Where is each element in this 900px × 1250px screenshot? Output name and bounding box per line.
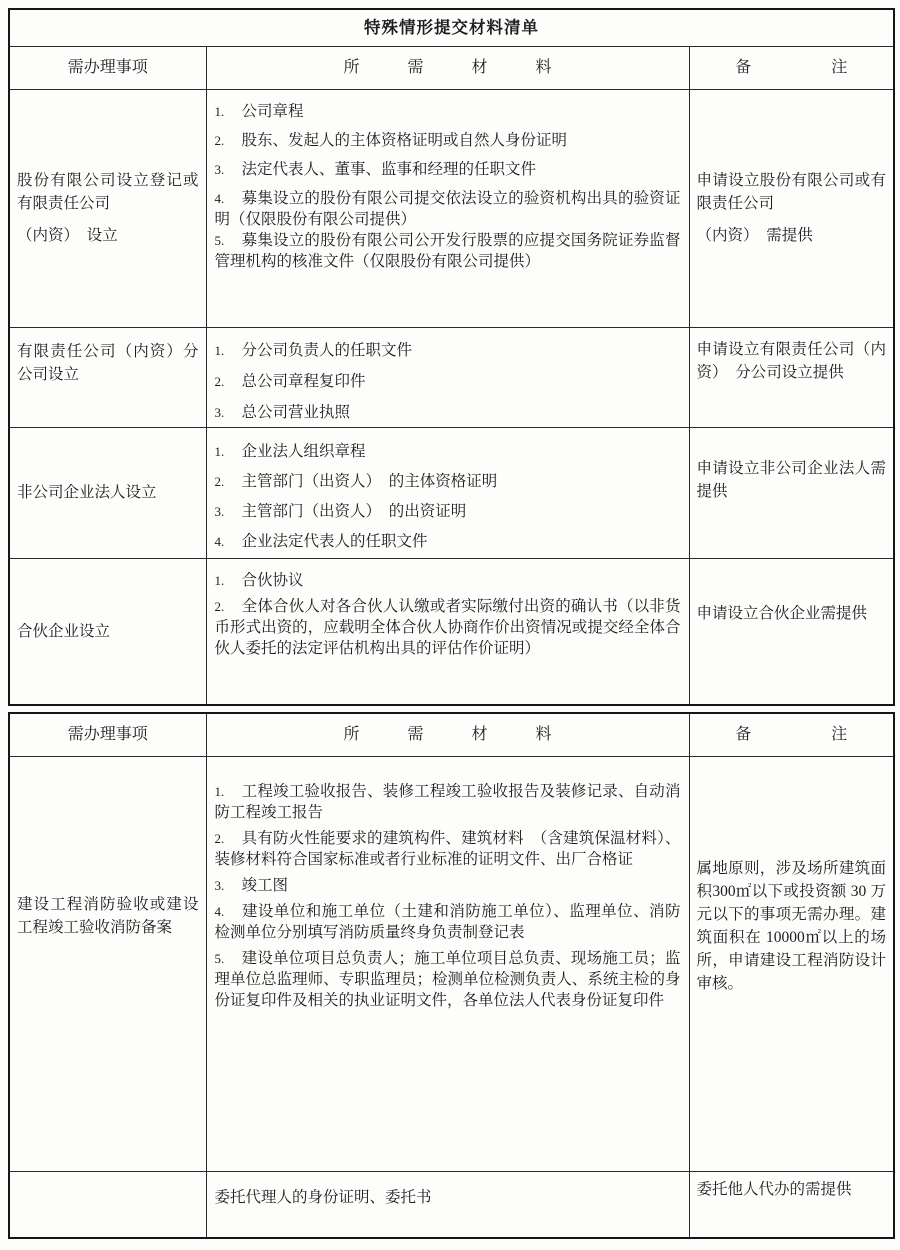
material-number: 3. [214, 877, 225, 893]
material-text: 总公司营业执照 [241, 403, 351, 421]
material-number: 5. [214, 232, 225, 248]
material-text: 企业法人组织章程 [241, 442, 366, 460]
material-item [215, 828, 681, 870]
material-text: 委托代理人的身份证明、委托书 [214, 1188, 432, 1206]
material-text: 主管部门（出资人） 的主体资格证明 [241, 472, 498, 490]
material-text: 具有防火性能要求的建筑构件、建筑材料 （含建筑保温材料）、装修材料符合国家标准或者行业标准的证明文件、出厂合格证 [214, 829, 681, 868]
column-header-item: 需办理事项 [9, 46, 206, 89]
table-row [9, 1171, 894, 1238]
item-text: 股份有限公司设立登记或有限责任公司 [17, 172, 199, 212]
material-number: 2. [214, 132, 225, 148]
material-item [215, 781, 681, 823]
item-text: 合伙企业设立 [17, 622, 111, 640]
material-number: 2. [214, 830, 225, 846]
cell-materials [206, 327, 689, 427]
cell-materials [206, 1171, 689, 1238]
material-text: 总公司章程复印件 [241, 372, 366, 390]
material-number: 1. [214, 342, 225, 358]
material-number: 1. [214, 572, 225, 588]
title-row [9, 9, 894, 46]
cell-note [689, 327, 894, 427]
table-row [9, 756, 894, 1171]
cell-item [9, 558, 206, 705]
material-number: 1. [214, 103, 225, 119]
cell-materials [206, 89, 689, 327]
table-row [9, 327, 894, 427]
material-text: 全体合伙人对各合伙人认缴或者实际缴付出资的确认书（以非货币形式出资的，应载明全体合伙人协商作价出资情况或提交经全体合伙人委托的法定评估机构出具的评估作价证明） [214, 597, 681, 657]
cell-item [9, 327, 206, 427]
material-item [215, 1187, 681, 1208]
note-text: 申请设立非公司企业法人需提供 [696, 459, 887, 500]
cell-materials [206, 558, 689, 705]
cell-item [9, 1171, 206, 1238]
table-row [9, 427, 894, 558]
material-number: 3. [214, 503, 225, 519]
material-number: 4. [214, 533, 225, 549]
item-text: 非公司企业法人设立 [17, 484, 157, 501]
material-number: 4. [214, 903, 225, 919]
item-text: 建设工程消防验收或建设工程竣工验收消防备案 [17, 895, 199, 936]
material-item [215, 159, 681, 180]
column-header-materials: 所 需 材 料 [206, 46, 689, 89]
material-number: 3. [214, 404, 225, 420]
material-text: 分公司负责人的任职文件 [241, 341, 413, 359]
material-item [215, 441, 681, 462]
material-text: 企业法定代表人的任职文件 [241, 532, 428, 550]
material-text: 公司章程 [241, 102, 304, 120]
cell-note [689, 89, 894, 327]
material-text: 工程竣工验收报告、装修工程竣工验收报告及装修记录、自动消防工程竣工报告 [214, 782, 681, 821]
cell-note [689, 1171, 894, 1238]
cell-item [9, 89, 206, 327]
material-text: 合伙协议 [241, 571, 304, 589]
column-header-note: 备 注 [689, 46, 894, 89]
cell-materials [206, 756, 689, 1171]
material-text: 募集设立的股份有限公司提交依法设立的验资机构出具的验资证明（仅限股份有限公司提供） [214, 189, 681, 228]
materials-table-2 [8, 712, 895, 1239]
header-row [9, 713, 894, 756]
material-number: 4. [214, 190, 225, 206]
material-text: 法定代表人、董事、监事和经理的任职文件 [241, 160, 537, 178]
material-text: 主管部门（出资人） 的出资证明 [241, 502, 467, 520]
column-header-note: 备 注 [689, 713, 894, 756]
material-item [215, 875, 681, 896]
material-item [215, 901, 681, 943]
cell-note [689, 427, 894, 558]
cell-materials [206, 427, 689, 558]
material-number: 1. [214, 783, 225, 799]
cell-note [689, 756, 894, 1171]
column-header-materials: 所 需 材 料 [206, 713, 689, 756]
note-text: 申请设立合伙企业需提供 [696, 604, 868, 622]
material-number: 2. [214, 473, 225, 489]
material-text: 建设单位和施工单位（土建和消防施工单位）、监理单位、消防检测单位分别填写消防质量终身负责制登记表 [214, 902, 681, 941]
material-item [215, 948, 681, 1011]
note-text: （内资） 需提供 [696, 227, 813, 244]
material-text: 建设单位项目总负责人；施工单位项目总负责、现场施工员；监理单位总监理师、专职监理员；检测单位检测负责人、系统主检的身份证复印件及相关的执业证明文件，各单位法人代表身份证复印件 [214, 949, 681, 1009]
material-item [215, 531, 681, 552]
cell-item [9, 756, 206, 1171]
note-text: 申请设立股份有限公司或有限责任公司 [696, 172, 887, 212]
cell-note [689, 558, 894, 705]
item-text: （内资） 设立 [17, 227, 118, 244]
material-item [215, 130, 681, 151]
material-item [215, 230, 681, 272]
materials-table-1 [8, 8, 895, 706]
material-item [215, 596, 681, 659]
material-item [215, 402, 681, 423]
note-text: 属地原则，涉及场所建筑面积300㎡以下或投资额 30 万元以下的事项无需办理。建筑面积在 10000㎡以上的场所，申请建设工程消防设计审核。 [696, 859, 886, 992]
material-item [215, 340, 681, 361]
material-item [215, 371, 681, 392]
material-item [215, 501, 681, 522]
item-text: 有限责任公司（内资）分公司设立 [17, 342, 199, 383]
material-item [215, 101, 681, 122]
material-text: 募集设立的股份有限公司公开发行股票的应提交国务院证券监督管理机构的核准文件（仅限股份有限公司提供） [214, 231, 681, 270]
page-title: 特殊情形提交材料清单 [9, 9, 894, 46]
table-row [9, 558, 894, 705]
material-item [215, 570, 681, 591]
table-row [9, 89, 894, 327]
material-number: 3. [214, 161, 225, 177]
material-number: 1. [214, 443, 225, 459]
material-text: 股东、发起人的主体资格证明或自然人身份证明 [241, 131, 568, 149]
material-number: 2. [214, 373, 225, 389]
material-text: 竣工图 [241, 876, 289, 894]
material-number: 2. [214, 598, 225, 614]
material-number: 5. [214, 950, 225, 966]
cell-item [9, 427, 206, 558]
header-row [9, 46, 894, 89]
note-text: 委托他人代办的需提供 [696, 1180, 852, 1198]
note-text: 申请设立有限责任公司（内资） 分公司设立提供 [696, 340, 887, 381]
material-item [215, 188, 681, 230]
material-item [215, 471, 681, 492]
column-header-item: 需办理事项 [9, 713, 206, 756]
